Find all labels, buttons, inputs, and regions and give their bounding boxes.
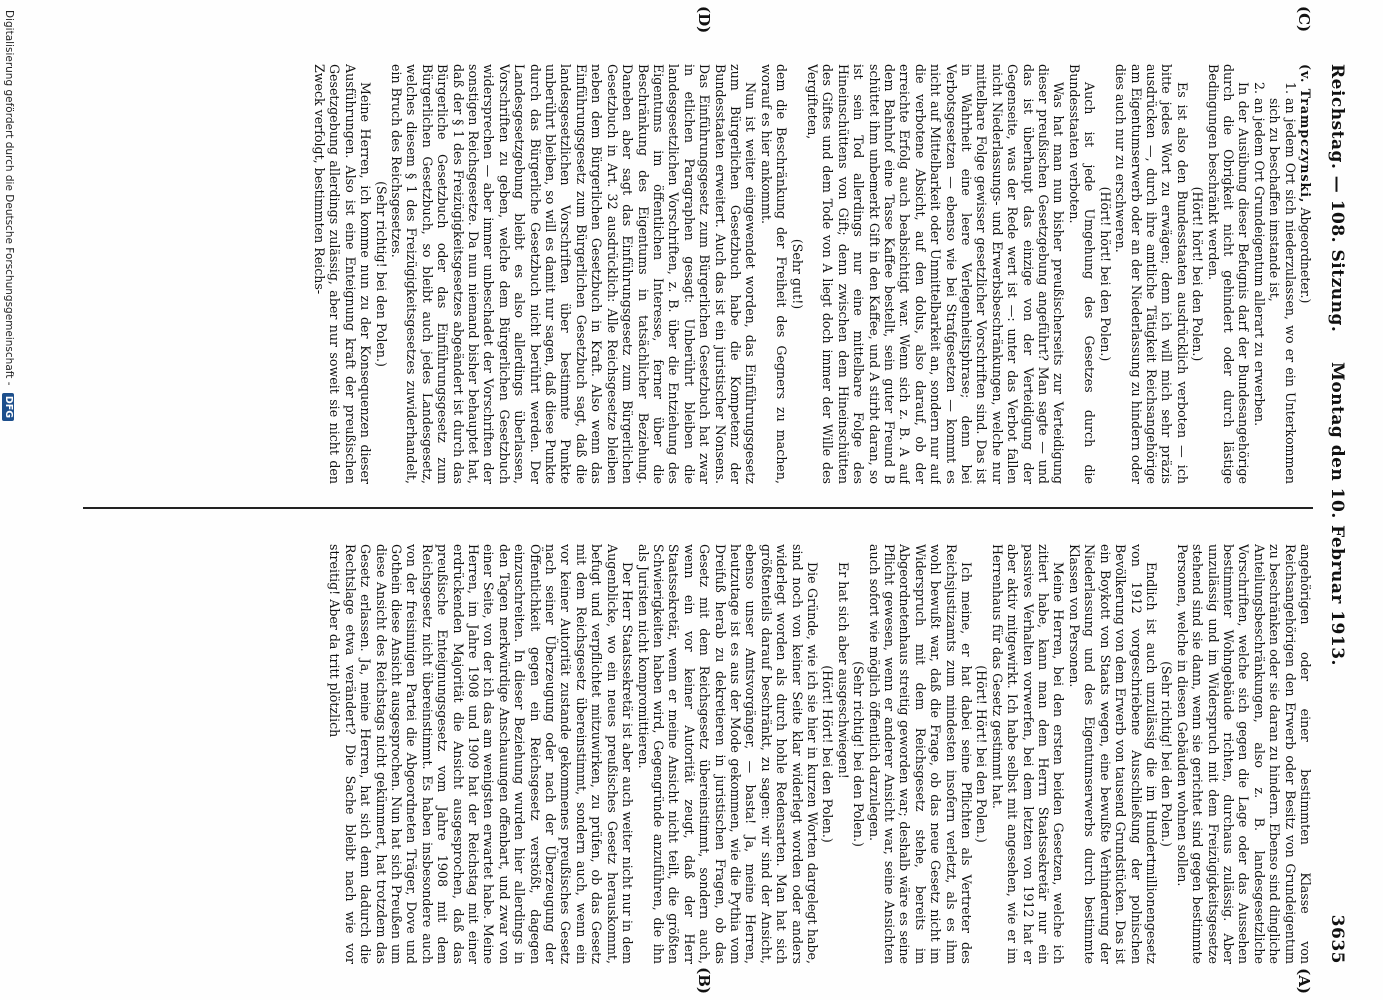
paragraph: dem die Beschränkung der Freiheit des Gegners zu machen, worauf es hier ankommt.	[758, 64, 790, 484]
left-column	[83, 64, 1313, 484]
right-column	[83, 544, 1313, 964]
interjection: (Sehr gut!)	[789, 238, 805, 310]
interjection: (Hört! Hört! bei den Polen.)	[974, 665, 990, 843]
speaker-name: (v. Trampczynski,	[1298, 64, 1313, 204]
digitization-credit	[2, 10, 15, 990]
page-header	[1321, 64, 1347, 964]
paragraph: Ich meine, er hat dabei seine Pflichten als Vertreter des Reichsjustizamts zum mindesten insofern verletzt, als es ihm wohl bewußt war, daß die Frage, ob das neue Gesetz nicht im Widerspruch mit dem Reichsgesetz stehe, bereits im Abgeordnetenhaus streitig geworden war; deshalb wäre es seine Pflicht gewesen, wenn er anderer Ansicht war, seine Ansichten auch sofort wie möglich öffentlich darzulegen.	[866, 544, 975, 964]
speaker-role: Abgeordneter.)	[1298, 207, 1313, 304]
statute-item: 1. an jedem Ort sich niederzulassen, wo er ein Unterkommen sich zu beschaffen imstande ist,	[1267, 98, 1298, 484]
header-session: Reichstag. — 108. Sitzung.	[1327, 64, 1347, 333]
paragraph: Er hat sich aber ausgeschwiegen!	[835, 562, 851, 779]
paragraph: Auch ist jede Umgehung des Gesetzes durch die Bundesstaaten verboten.	[1066, 64, 1098, 484]
paragraph: Was hat man nun bisher preußischerseits zur Verteidigung dieser preußischen Gesetzgebung angeführt? Man sagte — und das ist überhaupt das einzige von der Verteidigung der Gegenseite, was der Rede wert ist —: unter das Verbot fallen nicht Niederlassungs- und Erwerbsbeschränkungen, welche nur mittelbare Folge gewisser gesetzlicher Vorschriften sind. Das ist in Wahrheit eine leere Verlegenheitsphrase; denn bei Verbotsgesetzen — ebenso wie bei Strafgesetzen — kommt es nicht auf Mittelbarkeit oder Unmittelbarkeit an, sondern nur auf die verbotene Absicht, auf den dolus, also darauf, ob der erreichte Erfolg auch beabsichtigt war. Wenn sich z. B. A auf dem Bahnhof eine Tasse Kaffee bestellt, sein guter Freund B schüttet ihm unbemerkt Gift in den Kaffee, und A stirbt daran, so ist sein Tod allerdings nur eine mittelbare Folge des Hineinschüttens von Gift; denn zwischen dem Hineinschütten des Giftes und dem Tode von A liegt doch immer der Wille des Vergifteten,	[805, 64, 1067, 484]
interjection: (Hört! hört! bei den Polen.)	[1097, 186, 1113, 362]
paragraph: Endlich ist auch unzulässig die im Hundertmillionengesetz von 1912 vorgeschriebene Ausschließung der polnischen Bevölkerung von dem Erwerb von tausend Grundstücken. Das ist ein Boykott von Staats wegen, eine bewußte Verhinderung der Niederlassung und des Eigentumserwerbs durch bestimmte Klassen von Personen.	[1066, 544, 1159, 964]
margin-mark-b: (B)	[695, 967, 713, 994]
paragraph: Es ist also den Bundesstaaten ausdrücklich verboten — ich bitte jedes Wort zu erwägen; denn ich will mich sehr präzis ausdrücken —, durch ihre amtliche Tätigkeit Reichsangehörige am Eigentumserwerb oder an der Niederlassung zu hindern oder dies auch nur zu erschweren.	[1113, 64, 1190, 484]
digitization-credit-text: Digitalisierung gefördert durch die Deutsche Forschungsgemeinschaft -	[3, 10, 15, 386]
column-divider	[83, 507, 1313, 509]
page-number: 3635	[1327, 914, 1347, 964]
interjection: (Hört! Hört! bei den Polen.)	[820, 665, 836, 843]
interjection: (Hört! hört! bei den Polen.)	[1190, 186, 1206, 362]
statute-list	[1251, 64, 1297, 484]
speaker-line	[1298, 64, 1313, 484]
paragraph: Nun ist weiter eingewendet worden, das Einführungsgesetz zum Bürgerlichen Gesetzbuch habe die Kompetenz der Bundesstaaten erweitert. Auch das ist ein juristischer Nonsens. Das Einführungsgesetz zum Bürgerlichen Gesetzbuch hat zwar in etlichen Paragraphen gesagt: Unberührt bleiben die landesgesetzlichen Vorschriften, z. B. über die Entziehung des Eigentums im öffentlichen Interesse, ferner über die Beschränkung des Eigentums in tatsächlicher Beziehung. Daneben aber sagt das Einführungsgesetz zum Bürgerlichen Gesetzbuch in Art. 32 ausdrücklich: Alle Reichsgesetze bleiben neben dem Bürgerlichen Gesetzbuch in Kraft. Also wenn das Einführungsgesetz zum Bürgerlichen Gesetzbuch sagt, daß die landesgesetzlichen Vorschriften über bestimmte Punkte unberührt bleiben, so will es damit nur sagen, daß diese Punkte durch das Bürgerliche Gesetzbuch nicht berührt werden. Der Landesgesetzgebung bleibt es also allerdings überlassen, Vorschriften zu geben, welche dem Bürgerlichen Gesetzbuch widersprechen — aber immer unbeschadet der Vorschriften der sonstigen Reichsgesetze. Da nun niemand bisher behauptet hat, daß der § 1 des Freizügigkeitsgesetzes abgeändert ist durch das Bürgerliche Gesetzbuch oder das Einführungsgesetz zum Bürgerlichen Gesetzbuch, so bleibt auch jedes Landesgesetz, welches diesem § 1 des Freizügigkeitsgesetzes zuwiderhandelt, ein Bruch des Reichsgesetzes.	[389, 64, 759, 484]
interjection: (Sehr richtig! bei den Polen.)	[1159, 661, 1175, 847]
interjection: (Sehr richtig! bei den Polen.)	[373, 181, 389, 367]
statute-item: 2. an jedem Ort Grundeigentum allerart zu erwerben.	[1251, 98, 1266, 484]
paragraph: Meine Herren, ich komme nun zu der Konsequenzen dieser Ausführungen. Also ist eine Enteignung kraft der preußischen Gesetzgebung allerdings zulässig, aber nur soweit sie nicht den Zweck verfolgt, bestimmten Reichs-	[312, 64, 374, 484]
margin-mark-a: (A)	[1295, 968, 1313, 994]
margin-mark-d: (D)	[695, 6, 713, 34]
dfg-logo: DFG	[2, 393, 14, 421]
paragraph: Die Gründe, wie ich sie hier in kurzen Worten dargelegt habe, sind noch von keiner Seite klar widerlegt worden oder anders widerlegt worden als durch hohle Redensarten. Man hat sich größtenteils darauf beschränkt, zu sagen: wir sind der Ansicht, ebenso unser Amtsvorgänger, — basta! Ja, meine Herren, heutzutage ist es aus der Mode gekommen, wie die Pythia vom Dreifuß herab zu dekretieren in juristischen Fragen, ob das Gesetz mit dem Reichsgesetz übereinstimmt, sondern auch, wenn ein vor keiner Autorität zeugt, daß der Herr Staatssekretär, wenn er meine Ansicht nicht teilt, die größten Schwierigkeiten haben wird, Gegengründe anzuführen, die ihn als Juristen nicht kompromittieren.	[635, 544, 820, 964]
interjection: (Sehr richtig! bei den Polen.)	[851, 661, 867, 847]
paragraph: Der Herr Staatssekretär ist aber auch weiter nicht nur in dem Augenblicke, wo ein neues preußisches Gesetz herauskommt, befugt und verpflichtet mitzuwirken, zu prüfen, ob das Gesetz mit dem Reichsgesetz übereinstimmt, sondern auch, wenn ein vor keiner Autorität zustande gekommenes preußisches Gesetz nach seiner Überzeugung oder nach der Überzeugung der Öffentlichkeit gegen ein Reichsgesetz verstößt, dagegen einzuschreiten. In dieser Beziehung wurden hier allerdings in den Tagen merkwürdige Anschauungen offenbart, und zwar von einer Seite, von der ich das am wenigsten erwartet habe. Meine Herren, im Jahre 1908 und 1909 hat der Reichstag mit einer erdrückenden Majorität die Ansicht ausgesprochen, daß das preußische Enteignungsgesetz vom Jahre 1908 mit dem Reichsgesetz nicht übereinstimmt. Es haben insbesondere auch von der freisinnigen Partei die Abgeordneten Träger, Dove und Gothein diese Ansicht ausgesprochen. Nun hat sich Preußen um diese Ansicht des Reichstags nicht gekümmert, hat trotzdem das Gesetz erlassen. Ja, meine Herren, hat sich denn dadurch die Rechtslage etwa verändert? Die Sache bleibt nach wie vor streitig! Aber da tritt plötzlich	[327, 544, 636, 964]
paragraph: Meine Herren, bei den ersten beiden Gesetzen, welche ich zitiert habe, kann man dem Herrn Staatssekretär nur ein passives Verhalten vorwerfen, bei dem letzten von 1912 hat er aber aktiv mitgewirkt. Ich habe selbst mit angesehen, wie er im Herrenhaus für das Gesetz gestimmt hat.	[989, 544, 1067, 964]
header-date: Montag den 10. Februar 1913.	[1327, 362, 1347, 666]
paragraph: angehörigen oder einer bestimmten Klasse von Reichsangehörigen den Erwerb oder Besitz von Grundeigentum zu beschränken oder sie daran zu hindern. Ebenso sind dingliche Anteilungsbeschränkungen, also z. B. landesgesetzliche Vorschriften, welche sich gegen die Lage oder das Aussehen bestimmter Wohngebäude richten, durchaus zulässig. Aber unzulässig und im Widerspruch mit dem Freizügigkeitsgesetze stehend sind sie dann, wenn sie gerichtet sind gegen bestimmte Personen, welche in diesen Gebäuden wohnen sollen.	[1174, 544, 1313, 964]
margin-mark-c: (C)	[1295, 6, 1313, 33]
paragraph: In der Ausübung dieser Befugnis darf der Bundesangehörige durch die Obrigkeit nicht gehindert oder durch lästige Bedingungen beschränkt werden.	[1205, 64, 1252, 484]
